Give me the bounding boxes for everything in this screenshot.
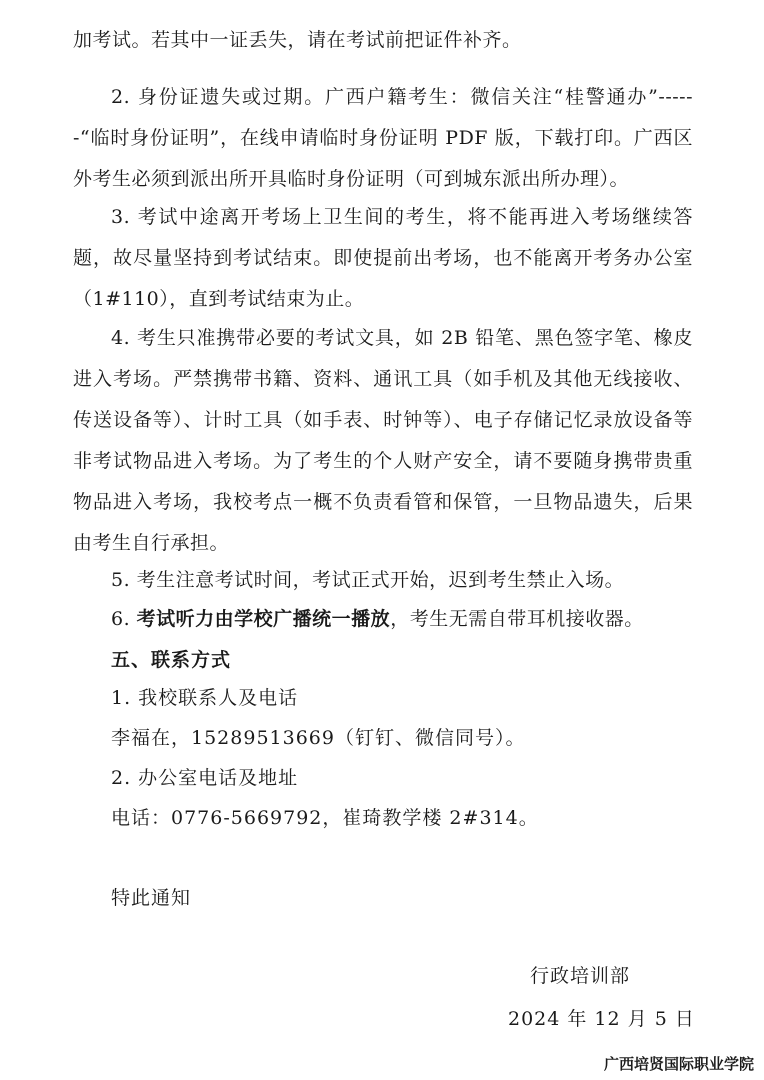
watermark: 广西培贤国际职业学院 — [603, 1055, 754, 1073]
closing-notice: 特此通知 — [111, 887, 192, 909]
paragraph-item-6 — [73, 599, 693, 640]
item-6-prefix: 6. — [111, 608, 137, 630]
paragraph-item-2: 2. 身份证遗失或过期。广西户籍考生：微信关注“桂警通办”------“临时身份证明”，在线申请临时身份证明 PDF 版，下载打印。广西区外考生必须到派出所开具临时身份证明（可到城东派出所办理）。 — [73, 86, 693, 190]
paragraph-item-3: 3. 考试中途离开考场上卫生间的考生，将不能再进入考场继续答题，故尽量坚持到考试结束。即使提前出考场，也不能离开考务办公室（1#110），直到考试结束为止。 — [73, 206, 693, 310]
contact-item-1-detail: 李福在，15289513669（钉钉、微信同号）。 — [111, 727, 526, 749]
signature-department: 行政培训部 — [530, 965, 631, 987]
contact-heading: 五、联系方式 — [111, 649, 232, 671]
contact-item-2-title: 2. 办公室电话及地址 — [111, 767, 299, 789]
contact-item-1-title: 1. 我校联系人及电话 — [111, 687, 299, 709]
signature-date: 2024 年 12 月 5 日 — [508, 1008, 695, 1030]
item-6-bold-text: 考试听力由学校广播统一播放 — [136, 608, 391, 630]
contact-item-2-detail: 电话：0776-5669792，崔琦教学楼 2#314。 — [111, 807, 539, 829]
paragraph-continuation: 加考试。若其中一证丢失，请在考试前把证件补齐。 — [73, 29, 522, 51]
paragraph-item-4: 4. 考生只准携带必要的考试文具，如 2B 铅笔、黑色签字笔、橡皮进入考场。严禁携带书籍、资料、通讯工具（如手机及其他无线接收、传送设备等）、计时工具（如手表、时钟等）、电子存储记忆录放设备等非考试物品进入考场。为了考生的个人财产安全，请不要随身携带贵重物品进入考场，我校考点一概不负责看管和保管，一旦物品遗失，后果由考生自行承担。 — [73, 327, 693, 554]
paragraph-item-5: 5. 考生注意考试时间，考试正式开始，迟到考生禁止入场。 — [111, 569, 625, 591]
item-6-rest-text: ，考生无需自带耳机接收器。 — [390, 608, 644, 630]
